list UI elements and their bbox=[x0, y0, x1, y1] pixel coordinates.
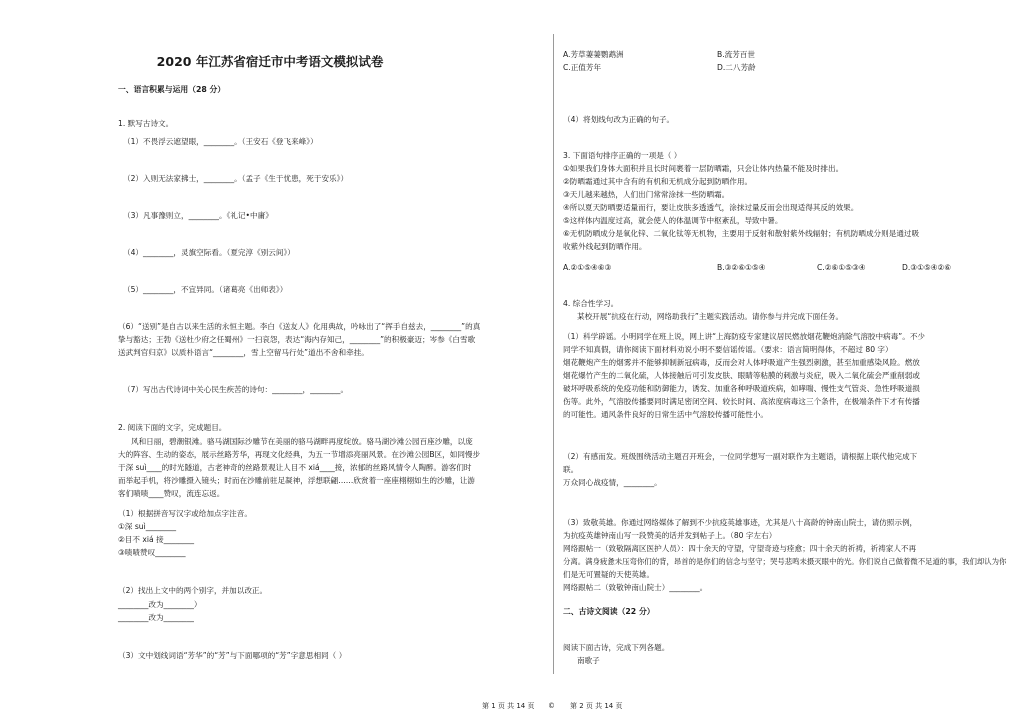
q2-option-c: C.正值芳年 bbox=[563, 63, 602, 72]
q2-para-line-3: 于深 suì____的时光隧道，古老神奇的丝路景观让人目不 xiá____接，浓郁的丝路风情令人陶醉。游客们时 bbox=[118, 463, 472, 472]
page-title: 2020 年江苏省宿迁市中考语文模拟试卷 bbox=[156, 54, 384, 69]
page-number-left: 第 1 页 共 14 页 bbox=[482, 702, 535, 710]
q4-intro: 某校开展“抗疫在行动，网络助我行”主题实践活动。请你参与并完成下面任务。 bbox=[577, 312, 844, 321]
q4-sub1-line-4: 烟花爆竹产生的二氧化硫，人体接触后可引发皮肤、眼睛等粘膜的刺激与炎症，吸入二氧化硫会严重削弱或 bbox=[563, 371, 920, 380]
section-1-heading: 一、语言积累与运用（28 分） bbox=[118, 85, 226, 94]
q2-sub2: （2）找出上文中的两个别字，并加以改正。 bbox=[118, 586, 268, 595]
q4-sub1-line-6: 伤等。此外，气溶胶传播要同时满足密闭空间、较长时间、高浓度病毒这三个条件，在极端条件下才有传播 bbox=[563, 397, 920, 406]
right-page bbox=[548, 0, 1024, 724]
q3-line-7: 收紫外线起到防晒作用。 bbox=[563, 242, 647, 251]
q2-sub1-item-1: ①深 suì________ bbox=[118, 522, 177, 531]
q2-sub3: （3）文中划线词语“芳华”的“芳”与下面哪项的“芳”字意思相同（ ） bbox=[118, 651, 347, 660]
q4-sub3-line-4: 分离。满身疲惫未压弯你们的背，昂首的是你们的信念与坚守；哭号悲鸣未摄灭眼中的光。你们说自己做着微不足道的事，我们却认为你 bbox=[563, 557, 1007, 566]
q1-item-2: （2）入则无法家拂士，________。（孟子《生于忧患，死于安乐》） bbox=[123, 174, 349, 183]
q3-option-b: B.③②⑥①⑤④ bbox=[717, 263, 766, 272]
q4-sub3-line-3: 网络跟帖一（致敬隔离区医护人员）：四十余天的守望，守望奇迹与痊愈；四十余天的祈祷，祈祷家人不再 bbox=[563, 544, 917, 553]
q3-option-a: A.②①⑤④⑥③ bbox=[563, 263, 612, 272]
q1-item-5: （5）________，不宜异同。（诸葛亮《出师表》） bbox=[123, 285, 288, 294]
q2-option-d: D.二八芳龄 bbox=[717, 63, 756, 72]
q3-line-6: ⑥无机防晒成分是氧化锌、二氧化钛等无机物，主要用于反射和散射紫外线辐射；有机防晒成分则是通过吸 bbox=[563, 229, 920, 238]
q2-para-line-2: 大的阵容、生动的姿态，展示丝路芳华，再现文化经典，为五一节增添亮丽风景。在沙滩公园B区，如同慢步 bbox=[118, 450, 481, 459]
reading-instruction: 阅读下面古诗，完成下列各题。 bbox=[563, 643, 670, 652]
q1-item-6-line-1: （6）“送别”是自古以来生活的永恒主题。李白《送友人》化用典故，吟咏出了“挥手自兹去，________”的真 bbox=[118, 322, 481, 331]
q4-sub1-line-1: （1）科学辟谣。小明同学在班上说，网上讲“上海防疫专家建议居民燃放烟花鞭炮消除气溶胶中病毒”。不少 bbox=[563, 332, 926, 341]
q3-option-d: D.③①⑤④②⑥ bbox=[902, 263, 952, 272]
q4-sub1-line-2: 同学不知真假，请你阅读下面材料劝说小明不要信谣传谣。（要求：语言简明得体，不超过 80 字） bbox=[563, 345, 893, 354]
q2-option-b: B.流芳百世 bbox=[717, 50, 755, 59]
q3-line-3: ③天儿越来越热，人们出门常常涂抹一些防晒霜。 bbox=[563, 190, 730, 199]
q4-sub1-line-3: 烟花鞭炮产生的烟雾并不能够抑制新冠病毒，反而会对人体呼吸道产生强烈刺激，甚至加重感染风险。燃放 bbox=[563, 358, 920, 367]
q3-line-2: ②防晒霜通过其中含有的有机和无机成分起到防晒作用。 bbox=[563, 177, 753, 186]
q1-item-4: （4）________，灵旗空际看。（夏完淳《别云间》） bbox=[123, 248, 295, 257]
q4-sub2-upper-couplet: 万众同心战疫情，________。 bbox=[563, 478, 662, 487]
poem-title: 南歌子 bbox=[577, 656, 600, 665]
q2-heading: 2. 阅读下面的文字，完成题目。 bbox=[118, 423, 227, 432]
page-number-right: 第 2 页 共 14 页 bbox=[570, 702, 623, 710]
q2-sub1-item-3: ③啧啧赞叹________ bbox=[118, 548, 186, 557]
q1-item-1: （1）不畏浮云遮望眼，________。（王安石《登飞来峰》） bbox=[123, 137, 318, 146]
q1-item-3: （3）凡事豫则立，________。《礼记•中庸》 bbox=[123, 211, 273, 220]
q3-line-5: ⑤这样体内温度过高，就会使人的体温调节中枢紊乱，导致中暑。 bbox=[563, 216, 783, 225]
q2-para-line-5: 客们啧啧____赞叹，流连忘返。 bbox=[118, 489, 225, 498]
q4-sub3-line-5: 们是无可置疑的天使英雄。 bbox=[563, 570, 655, 579]
q4-sub2-line-2: 联。 bbox=[563, 465, 579, 474]
q3-heading: 3. 下面语句排序正确的一项是（ ） bbox=[563, 151, 682, 160]
q1-heading: 1. 默写古诗文。 bbox=[118, 119, 174, 128]
q2-sub2-item-1: ________改为________） bbox=[118, 600, 202, 609]
q4-sub1-line-5: 破坏呼吸系统的免疫功能和防御能力，诱发、加重各种呼吸道疾病，如哮喘、慢性支气管炎、急性呼吸道损 bbox=[563, 384, 920, 393]
q3-line-1: ①如果我们身体大面积并且长时间裹着一层防晒霜，只会让体内热量不能及时排出。 bbox=[563, 164, 844, 173]
q3-line-4: ④所以夏天防晒要适量而行，要让皮肤多透透气，涂抹过量反而会出现适得其反的效果。 bbox=[563, 203, 859, 212]
q4-sub3-line-6: 网络跟帖二（致敬钟南山院士）________。 bbox=[563, 583, 708, 592]
q3-option-c: C.②⑥①⑤③④ bbox=[817, 263, 866, 272]
column-divider bbox=[553, 34, 554, 674]
q1-item-7: （7）写出古代诗词中关心民生疾苦的诗句：________，________。 bbox=[123, 385, 349, 394]
q4-sub2-line-1: （2）有感而发。班级围绕活动主题召开班会，一位同学想写一副对联作为主题语，请根据上联代他完成下 bbox=[563, 452, 918, 461]
q2-sub1-item-2: ②目不 xiá 接________ bbox=[118, 535, 195, 544]
q4-sub1-line-7: 的可能性。通风条件良好的日常生活中气溶胶传播可能性小。 bbox=[563, 410, 769, 419]
q1-item-6-line-2: 挚与豁达；王勃《送杜少府之任蜀州》一扫哀怨，表达“海内存知己，________”的积极豪迈；岑参《白雪歌 bbox=[118, 335, 476, 344]
q2-sub1: （1）根据拼音写汉字或给加点字注音。 bbox=[118, 509, 252, 518]
q4-heading: 4. 综合性学习。 bbox=[563, 299, 619, 308]
q2-sub2-item-2: ________改为________ bbox=[118, 613, 194, 622]
footer-separator: © bbox=[548, 702, 555, 710]
section-2-heading: 二、古诗文阅读（22 分） bbox=[563, 607, 655, 616]
q2-para-line-4: 而举起手机，将沙雕摄入镜头；时而在沙雕前驻足凝神，浮想联翩……欣赏着一座座栩栩如生的沙雕，让游 bbox=[118, 476, 475, 485]
q2-option-a: A.芳草萋萋鹦鹉洲 bbox=[563, 50, 624, 59]
q4-sub3-line-1: （3）致敬英雄。你通过网络媒体了解到不少抗疫英雄事迹，尤其是八十高龄的钟南山院士，请仿照示例， bbox=[563, 518, 918, 527]
q1-item-6-line-3: 送武判官归京》以质朴语言“________，雪上空留马行处”道出不舍和牵挂。 bbox=[118, 348, 369, 357]
q2-sub4: （4）将划线句改为正确的句子。 bbox=[563, 115, 675, 124]
q4-sub3-line-2: 为抗疫英雄钟南山写一段赞美的话并发到帖子上。（80 字左右） bbox=[563, 531, 777, 540]
q2-para-line-1: 风和日丽，碧潮银滩。骆马湖国际沙雕节在美丽的骆马湖畔再度绽放。骆马湖沙滩公园百座沙雕，以庞 bbox=[131, 437, 473, 446]
